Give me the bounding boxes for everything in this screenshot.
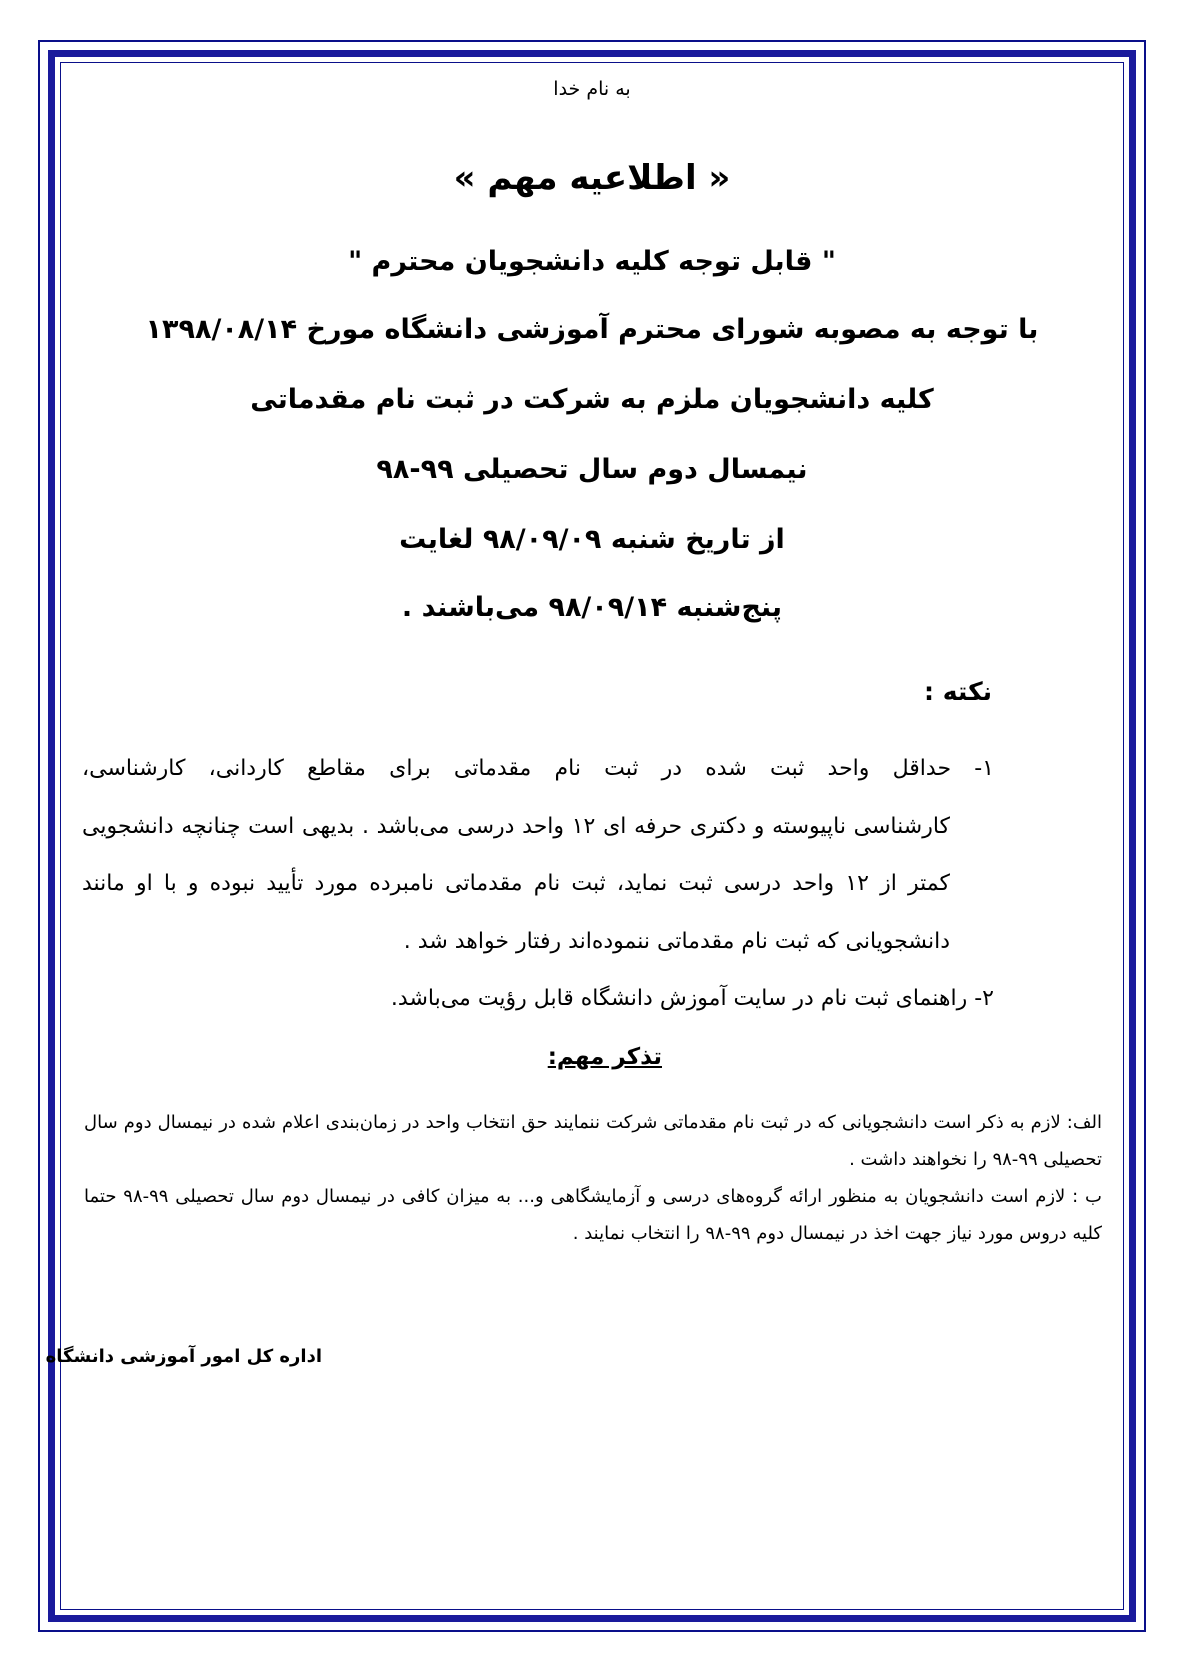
notice-page <box>45 64 1122 1608</box>
signature: اداره کل امور آموزشی دانشگاه <box>45 1346 322 1367</box>
note-label: نکته : <box>924 677 992 706</box>
announcement-line-1: " قابل توجه کلیه دانشجویان محترم " <box>348 246 836 277</box>
announcement-line-4: نیمسال دوم سال تحصیلی ۹۹-۹۸ <box>376 454 808 485</box>
announcement-line-2: با توجه به مصوبه شورای محترم آموزشی دانشگاه مورخ ۱۳۹۸/۰۸/۱۴ <box>145 314 1039 345</box>
note-list <box>82 740 994 1028</box>
note-item-2: ۲- راهنمای ثبت نام در سایت آموزش دانشگاه قابل رؤیت می‌باشد. <box>390 986 994 1011</box>
announcement-line-5: از تاریخ شنبه ۹۸/۰۹/۰۹ لغایت <box>399 524 785 555</box>
reminder-item-alef: الف: لازم به ذکر است دانشجویانی که در ثبت نام مقدماتی شرکت ننمایند حق انتخاب واحد در زمان‌بندی اعلام شده در نیمسال دوم سال تحصیلی ۹۹-۹۸ را نخواهند داشت . <box>84 1112 1102 1170</box>
reminder-title: تذکر مهم: <box>547 1044 662 1070</box>
announcement-line-6: پنج‌شنبه ۹۸/۰۹/۱۴ می‌باشند . <box>401 592 783 623</box>
page-title: « اطلاعیه مهم » <box>453 158 731 198</box>
note-item-1-continuation: کارشناسی ناپیوسته و دکتری حرفه ای ۱۲ واحد درسی می‌باشد . بدیهی است چنانچه دانشجویی کمتر از ۱۲ واحد درسی ثبت نماید، ثبت نام مقدماتی نامبرده مورد تأیید نبوده و با او مانند دانشجویانی که ثبت نام مقدماتی ننموده‌اند رفتار خواهد شد . <box>82 813 950 954</box>
note-item-1-first-line: ۱- حداقل واحد ثبت شده در ثبت نام مقدماتی برای مقاطع کاردانی، کارشناسی، <box>82 756 994 781</box>
announcement-line-3: کلیه دانشجویان ملزم به شرکت در ثبت نام مقدماتی <box>250 384 934 415</box>
bismillah: به نام خدا <box>553 78 631 100</box>
reminder-list <box>84 1104 1102 1252</box>
reminder-item-be: ب : لازم است دانشجویان به منظور ارائه گروه‌های درسی و آزمایشگاهی و... به میزان کافی در نیمسال دوم سال تحصیلی ۹۹-۹۸ حتما کلیه دروس مورد نیاز جهت اخذ در نیمسال دوم ۹۹-۹۸ را انتخاب نمایند . <box>84 1186 1102 1244</box>
